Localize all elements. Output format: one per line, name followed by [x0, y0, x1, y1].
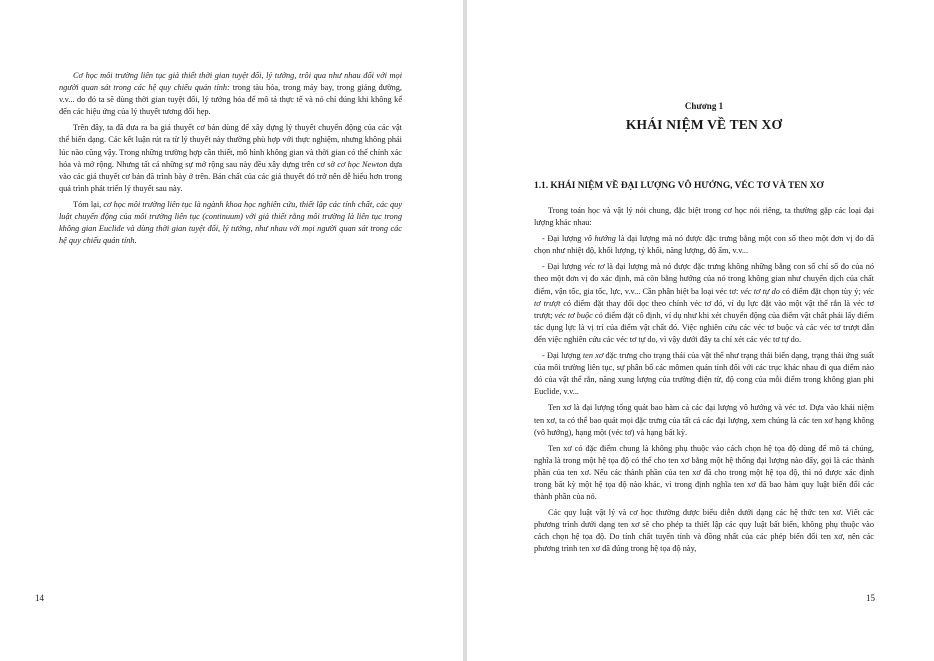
text-segment: - Đại lượng	[542, 351, 583, 361]
paragraph	[59, 70, 402, 118]
paragraph	[534, 205, 874, 229]
italic-text-segment: véc tơ tự do	[740, 286, 780, 296]
text-segment: Ten xơ có đặc điểm chung là không phụ thuộc vào cách chọn hệ tọa độ dùng để mô tả chúng, nghĩa là trong một hệ tọa độ có thể cho ten xơ bằng một hệ thống đại lượng nào đấy, gọi là các thành phần của ten xơ. Nếu các thành phần của ten xơ đã cho trong một hệ tọa độ, thì nó được xác định trong bất kỳ một hệ tọa độ nào khác, vì trong định nghĩa ten xơ đã bao hàm quy luật biến đổi các thành phần của nó.	[534, 443, 874, 502]
chapter-title: KHÁI NIỆM VỀ TEN XƠ	[625, 117, 783, 132]
text-segment: Trong toán học và vật lý nói chung, đặc biệt trong cơ học nói riêng, ta thường gặp các loại đại lượng khác nhau:	[534, 206, 874, 228]
italic-text-segment: ten xơ	[582, 351, 604, 361]
left-page-number: 14	[35, 593, 44, 603]
text-segment: - Đại lượng	[542, 234, 585, 244]
italic-text-segment: véc tơ trượt	[534, 286, 874, 308]
text-segment: trong tàu hỏa, trong máy bay, trong giảng đường, v.v... do đó ta sẽ dùng thời gian tuyệt đối, lý tưởng hóa để mô tả thực tế và nó chỉ đúng khi không kể đến các hiệu ứng của lý thuyết tương đối hẹp.	[59, 83, 402, 117]
text-segment: là đại lượng mà nó được đặc trưng bằng một con số theo một đơn vị đo đã chọn như nhiệt độ, khối lượng, tỷ khối, năng lượng, độ ẩm, v.v...	[534, 234, 874, 256]
text-segment: - Đại lượng	[542, 262, 584, 272]
text-segment: Các quy luật vật lý và cơ học thường được biểu diễn dưới dạng các hệ thức ten xơ. Viết các phương trình dưới dạng ten xơ sẽ cho phép ta thiết lập các quy luật bất biến, không phụ thuộc vào cách chọn hệ tọa độ. Do tính chất tuyến tính và đồng nhất của các phép biến đổi ten xơ, nên các phương trình ten xơ đã đúng trong hệ tọa độ này,	[534, 508, 874, 554]
paragraph	[59, 199, 402, 247]
chapter-number: Chương 1	[684, 101, 724, 111]
text-segment: Ten xơ là đại lượng tổng quát bao hàm cả các đại lượng vô hướng và véc tơ. Dựa vào khái niệm ten xơ, ta có thể bao quát mọi đặc trưng của tất cả các đại lượng, xem chúng là các ten xơ hạng không (vô hướng), hạng một (véc tơ) và hạng bất kỳ.	[534, 403, 874, 437]
italic-text-segment: véc tơ	[584, 262, 605, 272]
left-page-text	[59, 70, 402, 251]
right-page	[467, 0, 934, 661]
paragraph	[534, 507, 874, 555]
italic-text-segment: Cơ học môi trường liên tục giả thiết thời gian tuyệt đối, lý tưởng, trôi qua như nhau đối với mọi người quan sát trong các hệ quy chiếu quán tính:	[59, 71, 402, 93]
text-segment: Tóm lại,	[73, 199, 104, 209]
text-segment: Trên đây, ta đã đưa ra ba giả thuyết cơ bản dùng để xây dựng lý thuyết chuyển động của các vật thể biến dạng. Các kết luận rút ra từ lý thuyết này thường phù hợp với thực nghiệm, nhưng không phải lúc nào cũng vậy. Trong những trường hợp cần thiết, mô hình không gian và thời gian có thể chính xác hóa và mở rộng. Nhưng tất cả những sự mở rộng sau này đều xây dựng trên cơ sở	[59, 123, 402, 169]
italic-text-segment: cơ học Newton	[337, 159, 388, 169]
text-segment: có điểm đặt chọn tùy ý;	[779, 286, 863, 296]
paragraph	[534, 443, 874, 503]
section-title: 1.1. KHÁI NIỆM VỀ ĐẠI LƯỢNG VÔ HƯỚNG, VÉC TƠ VÀ TEN XƠ	[534, 181, 824, 191]
text-segment: đặc trưng cho trạng thái của vật thể như trạng thái biến dạng, trạng thái ứng suất của môi trường liên tục, sự phân bố các mômen quán tính đối với các trục khác nhau đi qua điểm nào đó của vật thể rắn, năng xung lượng của trường điện từ, độ cong của mỗi điểm trong không gian phi Euclide, v.v...	[534, 351, 875, 397]
text-segment: là đại lượng mà nó được đặc trưng không những bằng con số chỉ số đo của nó theo một đơn vị đo xác định, mà còn bằng hướng của nó trong không gian như chuyển dịch của chất điểm, vận tốc, gia tốc, lực, v.v... Cần phân biệt ba loại véc tơ:	[534, 262, 875, 296]
right-page-text	[534, 205, 874, 560]
paragraph	[534, 402, 874, 438]
paragraph	[534, 350, 874, 398]
paragraph	[534, 261, 874, 346]
right-page-number: 15	[866, 593, 875, 603]
italic-text-segment: vô hướng	[584, 234, 616, 244]
italic-text-segment: cơ học môi trường liên tục là ngành khoa học nghiên cứu, thiết lập các tính chất, các quy luật chuyển động của môi trường liên tục (continuum) với giả thiết rằng môi trường là liên tục trong không gian Euclide và dùng thời gian tuyệt đối, lý tưởng, như nhau với mọi người quan sát trong các hệ quy chiếu quán tính.	[59, 199, 403, 246]
paragraph	[59, 122, 402, 195]
text-segment: dựa vào các giả thuyết cơ bản đã trình bày ở trên. Bản chất của các giả thuyết đó trở nên dễ hiểu hơn trong quá trình phát triển lý thuyết sau này.	[59, 159, 403, 193]
paragraph	[534, 233, 874, 257]
text-segment: có điểm đặt thay đổi dọc theo chính véc tơ đó, ví dụ lực đặt vào một vật thể rắn là véc tơ trượt;	[534, 298, 874, 320]
italic-text-segment: véc tơ buộc	[554, 310, 593, 320]
left-page	[0, 0, 463, 661]
text-segment: có điểm đặt cố định, ví dụ như khi xét chuyển động của điểm vật chất phải lấy điểm tác dụng lực là vị trí của điểm vật chất đó. Việc nghiên cứu các véc tơ buộc và các véc tơ trượt dẫn đến việc nghiên cứu các véc tơ tự do, vì vậy dưới đây ta chỉ xét các véc tơ tự do.	[534, 310, 874, 344]
